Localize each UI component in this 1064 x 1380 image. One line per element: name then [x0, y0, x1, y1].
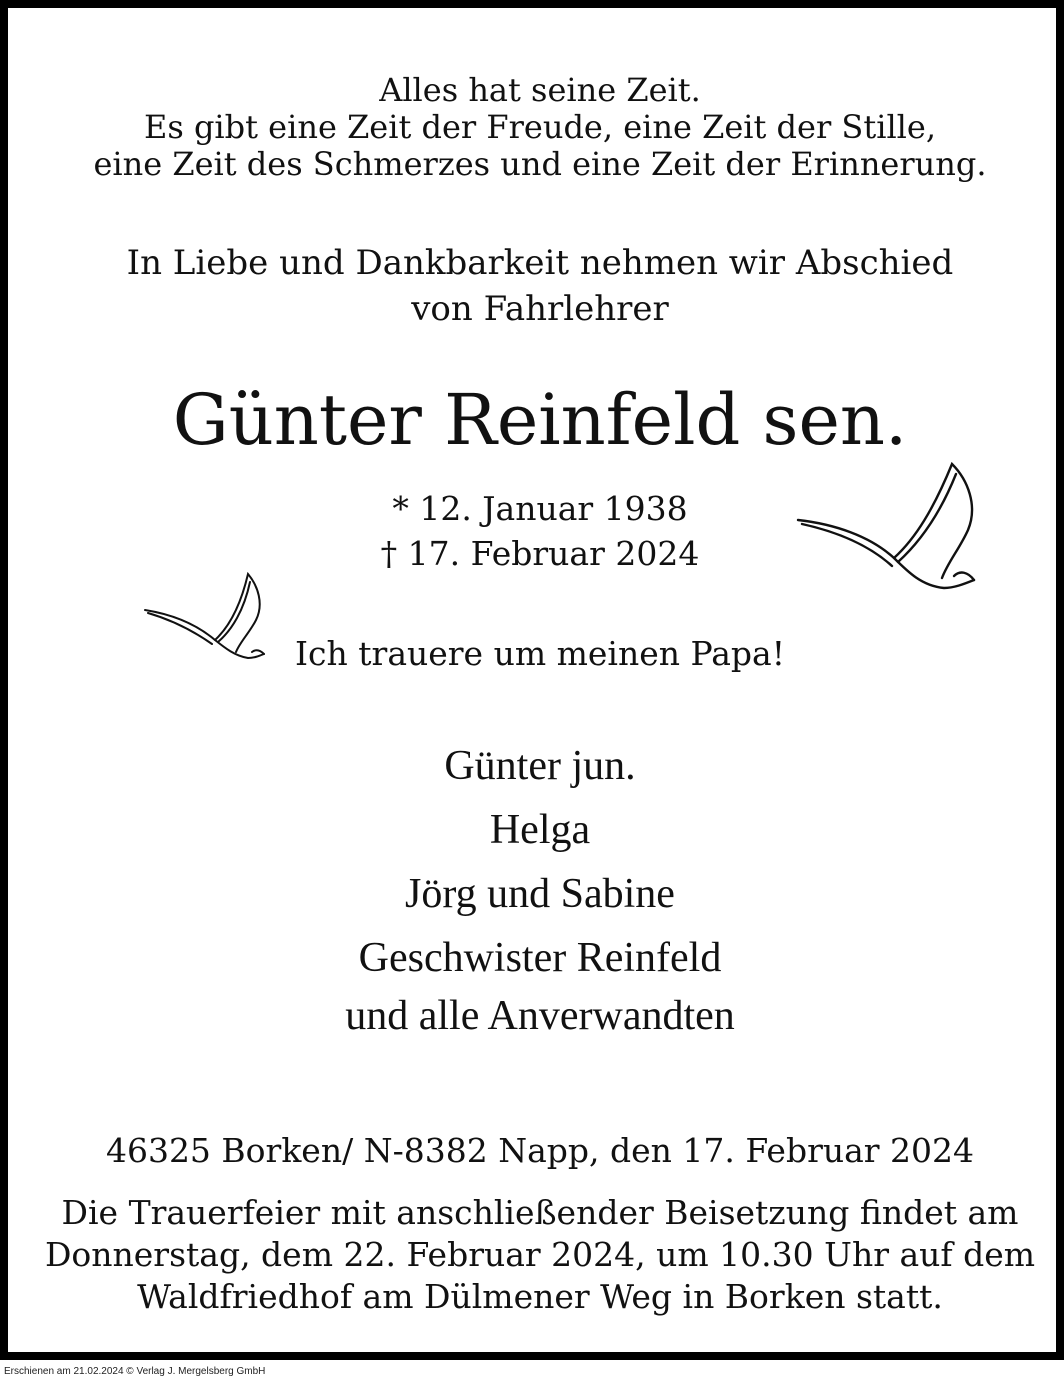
mourning-line: Ich trauere um meinen Papa! [295, 634, 785, 673]
mourners-list [8, 734, 1064, 1042]
service-line-3: Waldfriedhof am Dülmener Weg in Borken statt. [137, 1277, 943, 1316]
service-info [8, 1192, 1064, 1318]
farewell-text [8, 240, 1064, 332]
mourner-name: Geschwister Reinfeld [358, 935, 722, 981]
mourner-name: Jörg und Sabine [405, 871, 675, 917]
service-line-2: Donnerstag, dem 22. Februar 2024, um 10.30 Uhr auf dem [44, 1235, 1036, 1274]
mourner-name: und alle Anverwandten [345, 993, 735, 1039]
intro-line-3: eine Zeit des Schmerzes und eine Zeit der Erinnerung. [93, 145, 987, 183]
mourner-name: Günter jun. [444, 743, 636, 789]
deceased-name: Günter Reinfeld sen. [172, 379, 908, 461]
farewell-line-1: In Liebe und Dankbarkeit nehmen wir Abschied [126, 243, 954, 283]
death-date: † 17. Februar 2024 [380, 534, 700, 573]
intro-line-1: Alles hat seine Zeit. [379, 71, 701, 109]
farewell-line-2: von Fahrlehrer [411, 289, 669, 329]
intro-line-2: Es gibt eine Zeit der Freude, eine Zeit der Stille, [143, 108, 937, 146]
bird-icon [140, 568, 270, 668]
intro-verse [8, 72, 1064, 183]
bird-icon [794, 458, 984, 598]
publication-footer: Erschienen am 21.02.2024 © Verlag J. Mergelsberg GmbH [4, 1366, 266, 1377]
birth-date: * 12. Januar 1938 [392, 489, 688, 528]
mourner-name: Helga [489, 807, 591, 853]
service-line-1: Die Trauerfeier mit anschließender Beisetzung findet am [61, 1193, 1019, 1232]
place-date: 46325 Borken/ N-8382 Napp, den 17. Februar 2024 [105, 1131, 975, 1170]
